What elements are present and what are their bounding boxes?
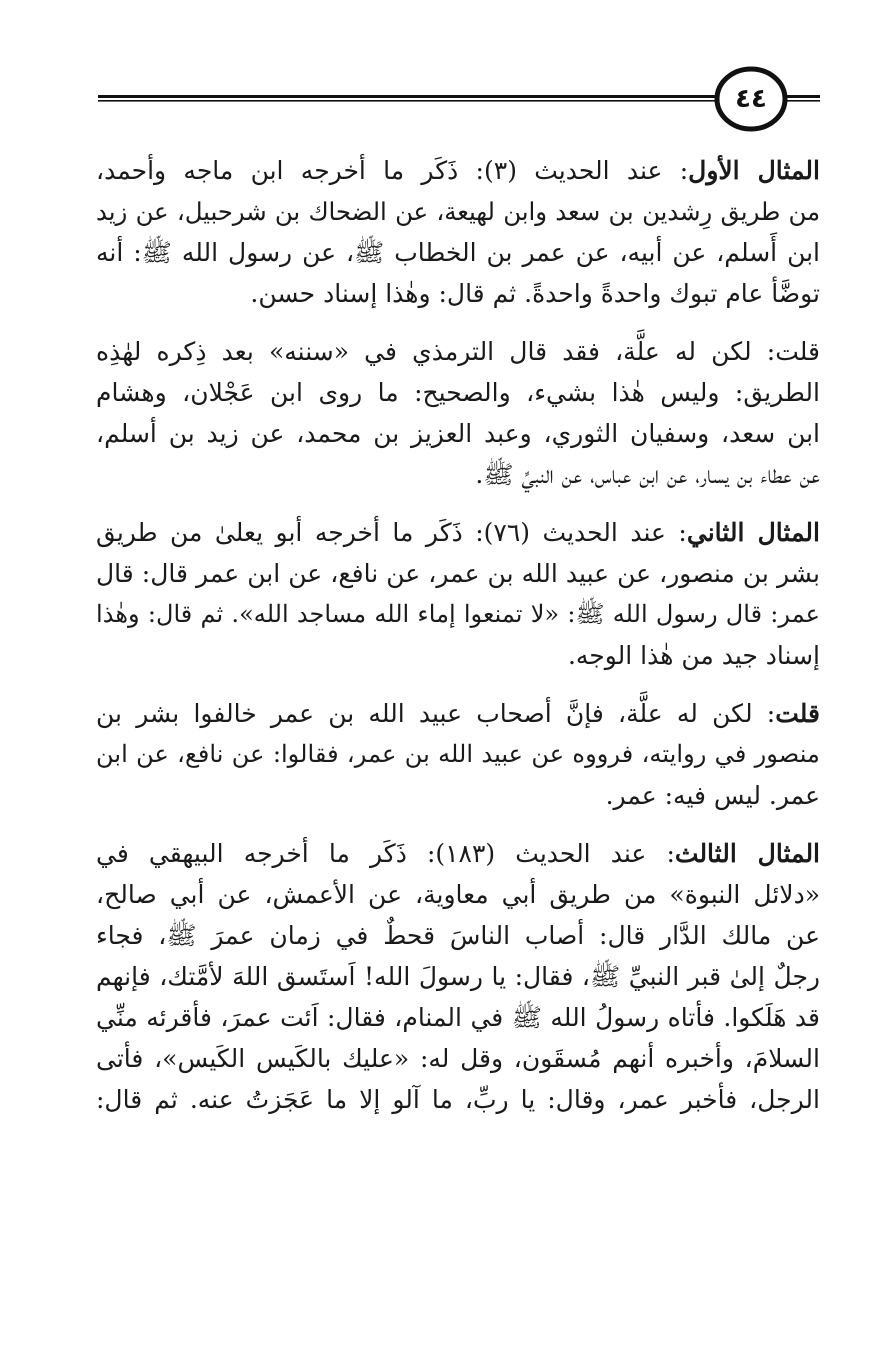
- paragraph-heading: المثال الأول: [688, 156, 820, 185]
- paragraph-heading: المثال الثاني: [686, 518, 820, 547]
- text-line: ابن سعد، وسفيان الثوري، وعبد العزيز بن محمد، عن زيد بن أسلم،: [96, 419, 820, 448]
- text-line: قلت: لكن له علَّة، فإنَّ أصحاب عبيد الله بن عمر خالفوا بشر بن: [96, 699, 820, 728]
- text-line: رجلٌ إلىٰ قبر النبيِّ ﷺ، فقال: يا رسولَ الله! اَستَسق اللهَ لأمَّتك، فإنهم: [96, 962, 820, 991]
- text-line: ابن أَسلم، عن أبيه، عن عمر بن الخطاب ﷺ، عن رسول الله ﷺ: أنه: [96, 238, 820, 267]
- text-line: قد هَلَكوا. فأتاه رسولُ الله ﷺ في المنام، فقال: اَئت عمرَ، فأقرئه منِّي: [96, 1003, 820, 1032]
- text-line: قلت: لكن له علَّة، فقد قال الترمذي في «سننه» بعد ذِكره لهٰذِه: [96, 337, 820, 366]
- text-line: عمر. ليس فيه: عمر.: [605, 781, 820, 810]
- text-line: المثال الأول: عند الحديث (٣): ذَكَر ما أخرجه ابن ماجه وأحمد،: [96, 156, 820, 185]
- paragraph-example-1: [96, 150, 820, 314]
- paragraph-example-3: [96, 833, 820, 1120]
- text-line: إسناد جيد من هٰذا الوجه.: [567, 641, 820, 670]
- text-line: الرجل، فأخبر عمر، وقال: يا ربِّ، ما آلو إلا ما عَجَزتُ عنه. ثم قال:: [96, 1085, 820, 1114]
- page-header: [0, 0, 873, 140]
- text-line: المثال الثاني: عند الحديث (٧٦): ذَكَر ما أخرجه أبو يعلىٰ من طريق: [96, 518, 820, 547]
- text-line: من طريق رِشدين بن سعد وابن لهيعة، عن الضحاك بن شرحبيل، عن زيد: [96, 197, 820, 226]
- text-line: توضَّأ عام تبوك واحدةً واحدةً. ثم قال: وهٰذا إسناد حسن.: [250, 279, 820, 308]
- text-line: منصور في روايته، فرووه عن عبيد الله بن عمر، فقالوا: عن نافع، عن ابن: [96, 740, 820, 768]
- text-line: عن عطاء بن يسار، عن ابن عباس، عن النبيِّ ﷺ.: [475, 460, 820, 489]
- paragraph-comment-1: [96, 331, 820, 495]
- paragraph-heading: المثال الثالث: [674, 839, 821, 868]
- paragraph-example-2: [96, 512, 820, 676]
- text-line: السلامَ، وأخبره أنهم مُسقَون، وقل له: «عليك بالكَيس الكَيس»، فأتى: [96, 1044, 820, 1073]
- text-line: «دلائل النبوة» من طريق أبي معاوية، عن الأعمش، عن أبي صالح،: [96, 880, 820, 909]
- page-number: ٤٤: [735, 84, 767, 114]
- paragraph-comment-2: [96, 693, 820, 816]
- text-line: الطريق: وليس هٰذا بشيء، والصحيح: ما روى ابن عَجْلان، وهشام: [96, 378, 820, 407]
- text-line: عمر: قال رسول الله ﷺ: «لا تمنعوا إماء الله مساجد الله». ثم قال: وهٰذا: [96, 600, 820, 628]
- page-body: [96, 150, 820, 1137]
- text-line: المثال الثالث: عند الحديث (١٨٣): ذَكَر ما أخرجه البيهقي في: [96, 839, 821, 868]
- text-line: بشر بن منصور، عن عبيد الله بن عمر، عن نافع، عن ابن عمر قال: قال: [96, 559, 820, 588]
- paragraph-heading: قلت: [775, 699, 820, 728]
- text-line: عن مالك الدَّار قال: أصاب الناسَ قحطٌ في زمان عمرَ ﷺ، فجاء: [96, 921, 820, 950]
